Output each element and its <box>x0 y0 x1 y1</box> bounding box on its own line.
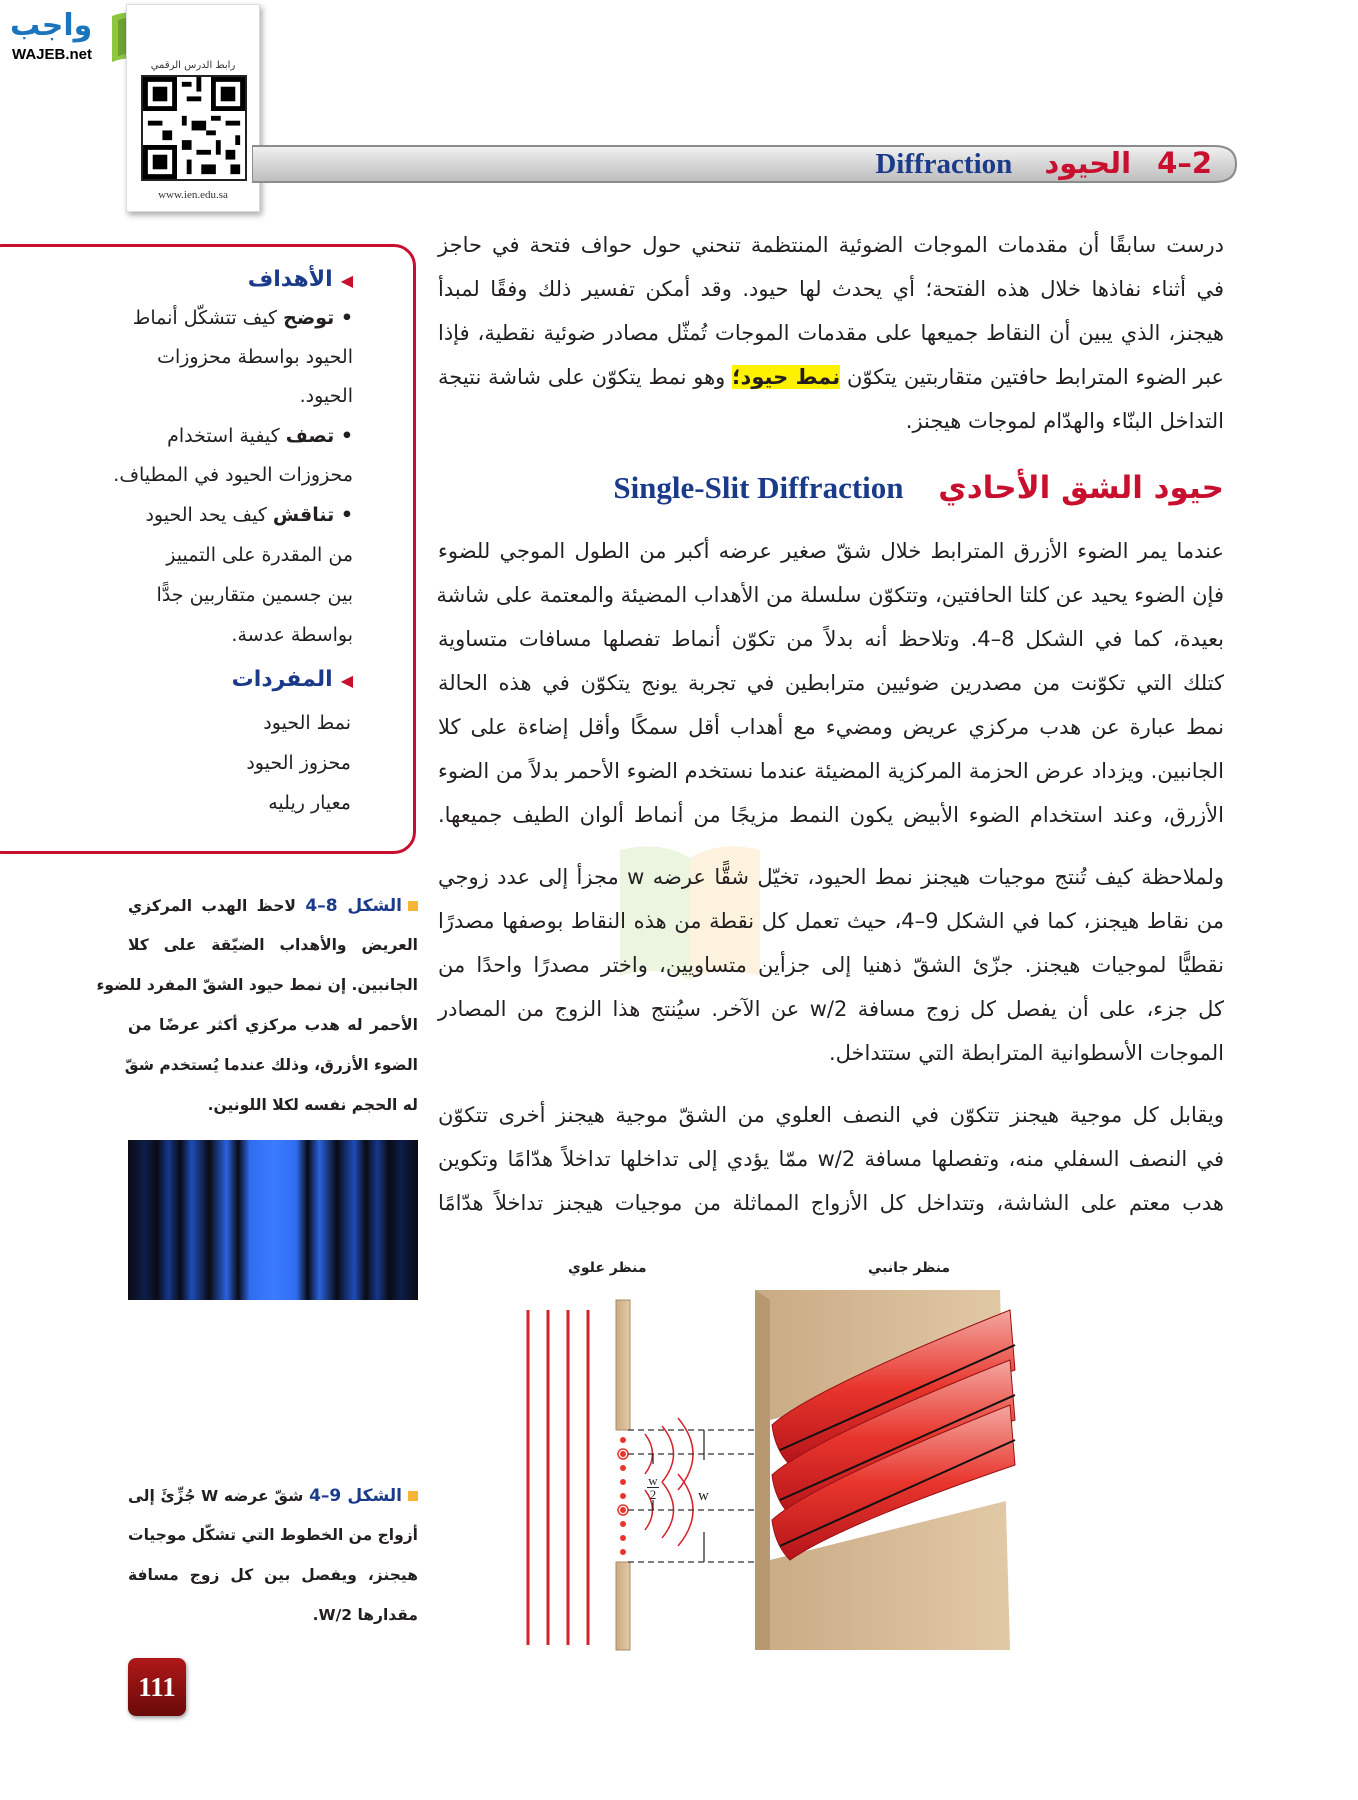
section-title-arabic: حيود الشق الأحادي <box>938 470 1224 506</box>
section-heading <box>613 470 1224 506</box>
qr-code-icon[interactable] <box>141 75 247 181</box>
top-view-label: منظر علوي <box>568 1260 647 1276</box>
figure-drawing <box>510 1250 1150 1670</box>
figure-9-caption-line: مقدارها W/2. <box>312 1606 418 1624</box>
figure-9-caption-line: الشكل 9–4 شقّ عرضه W جُزِّئَ إلى <box>128 1486 418 1506</box>
side-view-label: منظر جانبي <box>868 1260 951 1276</box>
figure-8-caption-line: العريض والأهداب الضيّقة على كلا <box>128 936 418 954</box>
body-line: الأزرق، وعند استخدام الضوء الأبيض يكون النمط مزيجًا من أنماط ألوان الطيف جميعها. <box>438 803 1224 827</box>
huygens-slit-figure <box>510 1250 1150 1670</box>
lesson-title <box>875 146 1212 181</box>
highlighted-term: نمط حيود؛ <box>732 365 841 389</box>
qr-code-card[interactable] <box>126 4 260 212</box>
body-line: عندما يمر الضوء الأزرق المترابط خلال شقّ صغير عرضه أكبر من الطول الموجي للضوء <box>438 539 1224 563</box>
objective-line: محزوزات الحيود في المطياف. <box>113 464 353 486</box>
vocab-item: نمط الحيود <box>263 712 351 734</box>
vocab-item: معيار ريليه <box>268 792 351 814</box>
vocab-item: محزوز الحيود <box>246 752 351 774</box>
diffraction-pattern-image <box>128 1140 418 1300</box>
caption-marker-icon <box>408 1491 418 1501</box>
intro-line: في أثناء نفاذها خلال هذه الفتحة؛ أي يحدث لها حيود. وقد أمكن تفسير ذلك وفقًا لمبدأ <box>438 277 1224 301</box>
body-line: من نقاط هيجنز، كما في الشكل 9–4، حيث تعمل كل نقطة من هذه النقاط بوصفها مصدرًا <box>438 909 1224 933</box>
intro-line: هيجنز، الذي يبين أن النقاط جميعها على مقدمات الموجات تُمثّل مصادر ضوئية نقطية، فإذا <box>438 321 1224 345</box>
figure-9-caption-line: أزواج من الخطوط التي تشكّل موجيات <box>128 1526 418 1544</box>
body-line: نقطيًّا لموجيات هيجنز. جزّئ الشقّ ذهنيا إلى جزأين متساويين، واختر مصدرًا واحدًا من <box>438 953 1224 977</box>
body-line: فإن الضوء يحيد عن كلتا الحافتين، وتتكوّن سلسلة من الأهداب المضيئة والمعتمة على شاشة <box>436 583 1224 607</box>
objective-line: • توضح كيف تتشكّل أنماط <box>132 307 353 329</box>
body-line: بعيدة، كما في الشكل 8–4. وتلاحظ أنه بدلاً من تكوّن أنماط تفصلها مسافات متساوية <box>438 627 1224 651</box>
triangle-left-icon: ◀ <box>340 271 353 290</box>
figure-8-label: الشكل 8–4 <box>305 896 402 916</box>
body-line: كل جزء، على أن يفصل كل زوج مسافة w/2 عن الآخر. سيُنتج هذا الزوج من المصادر <box>438 997 1224 1021</box>
logo-arabic-text: واجب <box>10 8 93 43</box>
figure-8-caption-line: له الحجم نفسه لكلا اللونين. <box>207 1096 418 1114</box>
body-line: الموجات الأسطوانية المترابطة التي ستتداخل. <box>828 1041 1224 1065</box>
incoming-wavefronts <box>528 1310 588 1645</box>
figure-8-caption-line: الجانبين. إن نمط حيود الشقّ المفرد للضوء <box>96 976 418 994</box>
objective-line: بين جسمين متقاربين جدًّا <box>156 584 353 606</box>
body-line: كتلك التي تكوّنت من مصدرين ضوئيين مترابطين في تجربة يونج يتكوّن في هذه الحالة <box>438 671 1224 695</box>
lesson-header <box>252 138 1242 190</box>
objective-line: الحيود بواسطة محزوزات <box>157 346 353 368</box>
body-line: ولملاحظة كيف تُنتج موجيات هيجنز نمط الحيود، تخيّل شقًّا عرضه w مجزأ إلى عدد زوجي <box>438 865 1224 889</box>
body-line: ويقابل كل موجية هيجنز تتكوّن في النصف العلوي من الشقّ موجية هيجنز أخرى تتكوّن <box>438 1103 1224 1127</box>
huygens-points <box>620 1437 626 1555</box>
lesson-title-arabic: الحيود <box>1044 146 1132 180</box>
vocabulary-heading: ◀المفردات <box>231 667 353 692</box>
objective-line: بواسطة عدسة. <box>231 624 353 646</box>
intro-line: التداخل البنّاء والهدّام لموجات هيجنز. <box>905 409 1224 433</box>
qr-caption: رابط الدرس الرقمي <box>150 60 236 71</box>
objective-line: • تناقش كيف يحد الحيود <box>145 504 353 526</box>
objective-line: الحيود. <box>299 385 353 407</box>
figure-9-label: الشكل 9–4 <box>309 1486 402 1506</box>
objective-line: • تصف كيفية استخدام <box>167 425 353 447</box>
body-line: هدب معتم على الشاشة، وتتداخل كل الأزواج المماثلة من موجيات هيجنز تداخلاً هدّامًا <box>438 1191 1224 1215</box>
page-number: 111 <box>128 1658 186 1716</box>
body-line: الجانبين. ويزداد عرض الحزمة المركزية المضيئة عندما نستخدم الضوء الأحمر بدلاً من الضوء <box>438 759 1224 783</box>
triangle-left-icon: ◀ <box>340 671 353 690</box>
caption-marker-icon <box>408 901 418 911</box>
body-line: في النصف السفلي منه، وتفصلها مسافة w/2 ممّا يؤدي إلى تداخلها تداخلاً هدّامًا وتكوين <box>438 1147 1224 1171</box>
section-title-english: Single-Slit Diffraction <box>613 470 904 505</box>
width-label: w <box>698 1488 709 1504</box>
figure-8-caption-line: الشكل 8–4 لاحظ الهدب المركزي <box>128 896 418 916</box>
logo-domain-text: WAJEB.net <box>12 46 93 63</box>
figure-8-caption-line: الضوء الأزرق، وذلك عندما يُستخدم شقّ <box>124 1056 418 1074</box>
intro-line: درست سابقًا أن مقدمات الموجات الضوئية المنتظمة تنحني حول حواف فتحة في حاجز <box>438 233 1224 257</box>
objectives-box <box>0 244 416 854</box>
body-line: نمط عبارة عن هدب مركزي عريض ومضيء مع أهداب أقل سمكًا وأقل إضاءة على كلا <box>438 715 1224 739</box>
figure-9-caption-line: هيجنز، ويفصل بين كل زوج مسافة <box>128 1566 418 1584</box>
half-width-label: w 2 <box>648 1473 658 1502</box>
intro-line: عبر الضوء المترابط حافتين متقاربتين يتكوّن نمط حيود؛ وهو نمط يتكوّن على شاشة نتيجة <box>438 365 1224 389</box>
qr-url: www.ien.edu.sa <box>158 189 228 201</box>
lesson-number: 2–4 <box>1157 146 1212 180</box>
figure-8-caption-line: الأحمر له هدب مركزي أكثر عرضًا من <box>128 1016 418 1034</box>
objectives-heading: ◀الأهداف <box>247 267 353 292</box>
lesson-title-english: Diffraction <box>875 148 1013 180</box>
objective-line: من المقدرة على التمييز <box>166 544 353 566</box>
